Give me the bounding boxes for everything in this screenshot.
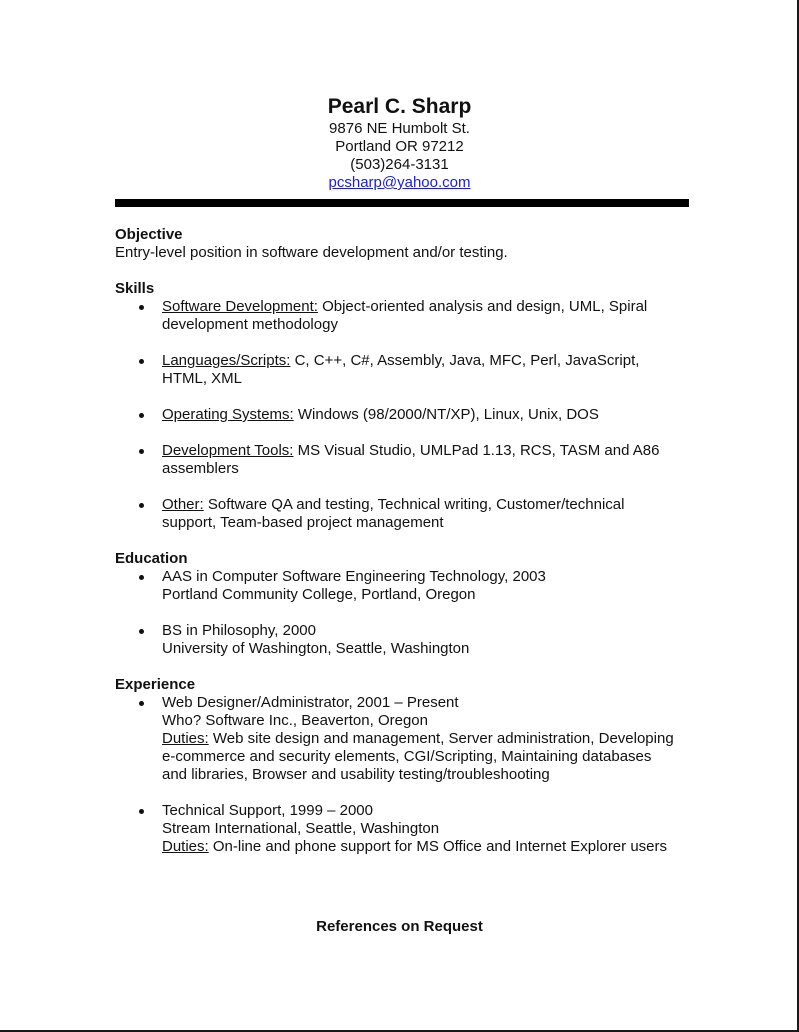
objective-heading: Objective (115, 226, 183, 243)
employer-line: Who? Software Inc., Beaverton, Oregon (162, 712, 428, 729)
city-state-zip: Portland OR 97212 (335, 138, 464, 155)
degree-line: AAS in Computer Software Engineering Technology, 2003 (162, 568, 546, 585)
skill-item (115, 406, 675, 424)
skill-text: Windows (98/2000/NT/XP), Linux, Unix, DOS (293, 406, 599, 423)
duties-text: On-line and phone support for MS Office and Internet Explorer users (208, 838, 667, 855)
school-line: University of Washington, Seattle, Washington (162, 640, 470, 657)
resume-header (0, 94, 799, 192)
street-address: 9876 NE Humbolt St. (329, 120, 470, 137)
skill-item (115, 352, 675, 388)
skills-heading: Skills (115, 280, 155, 297)
employer-line: Stream International, Seattle, Washington (162, 820, 440, 837)
duties-label: Duties: (162, 838, 209, 855)
skill-label: Languages/Scripts: (162, 352, 291, 369)
duties-label: Duties: (162, 730, 209, 747)
skill-label: Other: (162, 496, 204, 513)
experience-list (115, 694, 675, 856)
education-heading: Education (115, 550, 188, 567)
candidate-name: Pearl C. Sharp (327, 95, 472, 118)
phone-number: (503)264-3131 (350, 156, 449, 173)
duties-line (162, 838, 675, 856)
header-divider (115, 199, 689, 207)
skills-list (115, 298, 675, 532)
experience-item (115, 694, 675, 784)
skill-item (115, 442, 675, 478)
skill-text: C, C++, C#, Assembly, Java, MFC, Perl, JavaScript, HTML, XML (162, 352, 640, 387)
skill-text: MS Visual Studio, UMLPad 1.13, RCS, TASM and A86 assemblers (162, 442, 660, 477)
education-list (115, 568, 675, 658)
education-item (115, 568, 675, 604)
duties-line (162, 730, 675, 784)
school-line: Portland Community College, Portland, Oregon (162, 586, 476, 603)
skill-item (115, 298, 675, 334)
skill-text: Object-oriented analysis and design, UML, Spiral development methodology (162, 298, 648, 333)
skill-label: Software Development: (162, 298, 318, 315)
skill-label: Operating Systems: (162, 406, 294, 423)
email-link[interactable]: pcsharp@yahoo.com (328, 174, 471, 191)
resume-body (115, 226, 675, 856)
job-title-line: Technical Support, 1999 – 2000 (162, 802, 373, 819)
references-note: References on Request (316, 918, 483, 935)
email-line (0, 174, 799, 192)
experience-item (115, 802, 675, 856)
skill-text: Software QA and testing, Technical writing, Customer/technical support, Team-based project management (162, 496, 625, 531)
skill-label: Development Tools: (162, 442, 294, 459)
experience-heading: Experience (115, 676, 196, 693)
objective-text: Entry-level position in software development and/or testing. (115, 244, 508, 261)
degree-line: BS in Philosophy, 2000 (162, 622, 316, 639)
skill-item (115, 496, 675, 532)
job-title-line: Web Designer/Administrator, 2001 – Present (162, 694, 459, 711)
duties-text: Web site design and management, Server administration, Developing e-commerce and security elements, CGI/Scripting, Maintaining databases and libraries, Browser and usability testing/troubleshooting (162, 730, 674, 783)
education-item (115, 622, 675, 658)
